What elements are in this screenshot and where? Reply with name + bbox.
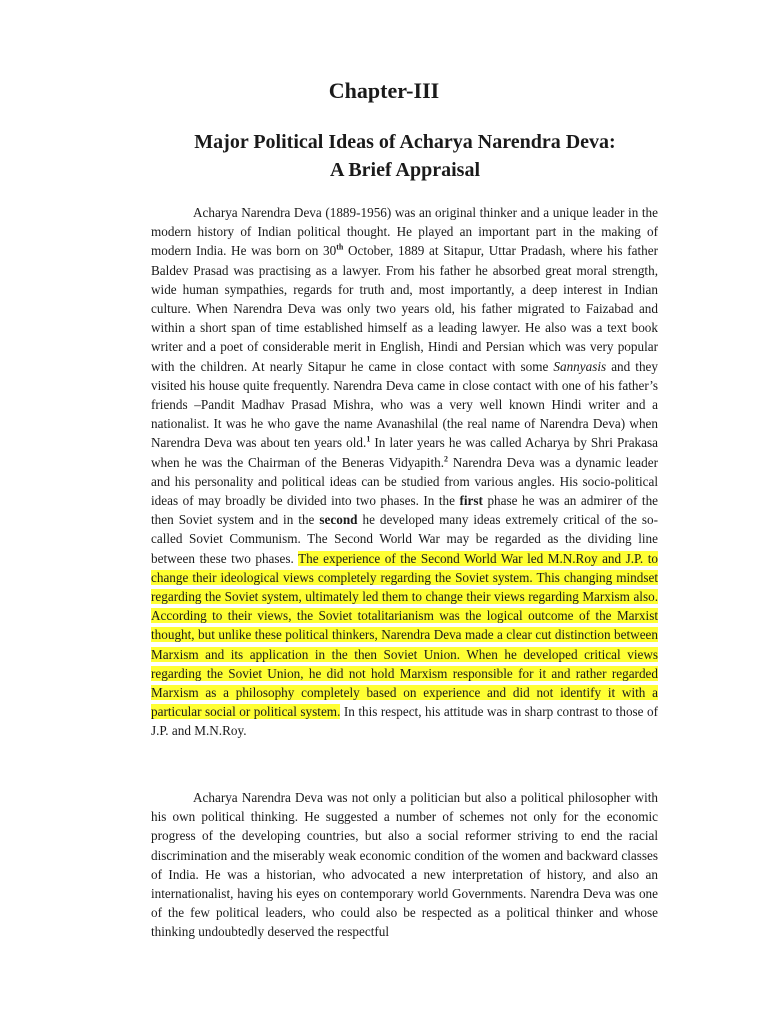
paragraph-1-text: In later years he was called Acharya by Shri Prakasa when he was the Chairman of the Beneras Vidyapith. xyxy=(151,435,658,470)
chapter-heading xyxy=(0,128,768,184)
bold-first: first xyxy=(459,493,483,509)
paragraph-1-text: and they visited his house quite frequently. Narendra Deva came in close contact with one of his father’s friends –Pandit Madhav Prasad Mishra, who was a very well known Hindi writer and a nationalist. It was he who gave the name Avanashilal (the real name of Narendra Deva) when Narendra Deva was about ten years old. xyxy=(151,358,658,451)
italic-sannyasis: Sannyasis xyxy=(553,358,607,374)
footnote-ref-2: 2 xyxy=(444,454,449,464)
highlighted-passage: The experience of the Second World War led M.N.Roy and J.P. to change their ideological views completely regarding the Soviet system. This changing mindset regarding the Soviet system, ultimately led them to change their views regarding Marxism also. According to their views, the Soviet totalitarianism was the logical outcome of the Marxist thought, but unlike these political thinkers, Narendra Deva made a clear cut distinction between Marxism and its application in the then Soviet Union. When he developed critical views regarding the Soviet Union, he did not hold Marxism responsible for it and rather regarded Marxism as a philosophy completely based on experience and did not identify it with a particular social or political system. xyxy=(151,550,659,720)
heading-line-1: Major Political Ideas of Acharya Narendra Deva: xyxy=(194,131,616,153)
paragraph-1-text: Acharya Narendra Deva (1889-1956) was an original thinker and a unique leader in the modern history of Indian political thought. He played an important part in the making of modern India. He was born on 30 xyxy=(151,205,658,259)
paragraph-1-text: phase he was an admirer of the then Soviet system and in the xyxy=(151,493,659,528)
paragraph-1 xyxy=(151,203,658,741)
paragraph-2: Acharya Narendra Deva was not only a politician but also a political philosopher with his own political thinking. He suggested a number of schemes not only for the economic progress of the developing countries, but also a social reformer striving to end the racial discrimination and the miserably weak economic condition of the women and backward classes of India. He was a historian, who advocated a new interpretation of history, and also an internationalist, having his eyes on contemporary world Governments. Narendra Deva was one of the few political leaders, who could also be respected as a political thinker and whose thinking undoubtedly deserved the respectful xyxy=(151,790,658,940)
bold-second: second xyxy=(319,512,358,528)
chapter-title: Chapter-III xyxy=(328,78,440,103)
superscript-th: th xyxy=(336,243,344,253)
paragraph-1-text: October, 1889 at Sitapur, Uttar Pradash, where his father Baldev Prasad was practising as a lawyer. From his father he absorbed great moral strength, wide human sympathies, regards for truth and, most importantly, a deep interest in Indian culture. When Narendra Deva was only two years old, his father migrated to Faizabad and within a short span of time established himself as a leading lawyer. He also was a text book writer and a poet of considerable merit in English, Hindi and Persian which was very popular with the children. At nearly Sitapur he came in close contact with some xyxy=(151,243,658,374)
heading-line-2: A Brief Appraisal xyxy=(329,159,480,181)
paragraph-1-text: he developed many ideas extremely critical of the so-called Soviet Communism. The Second World War may be regarded as the dividing line between these two phases. xyxy=(151,512,658,566)
footnote-ref-1: 1 xyxy=(366,435,371,445)
paragraph-1-text: Narendra Deva was a dynamic leader and his personality and political ideas can be studied from various angles. His socio-political ideas of may broadly be divided into two phases. In the xyxy=(151,454,658,509)
paragraph-1-text: In this respect, his attitude was in sharp contrast to those of J.P. and M.N.Roy. xyxy=(151,704,658,739)
